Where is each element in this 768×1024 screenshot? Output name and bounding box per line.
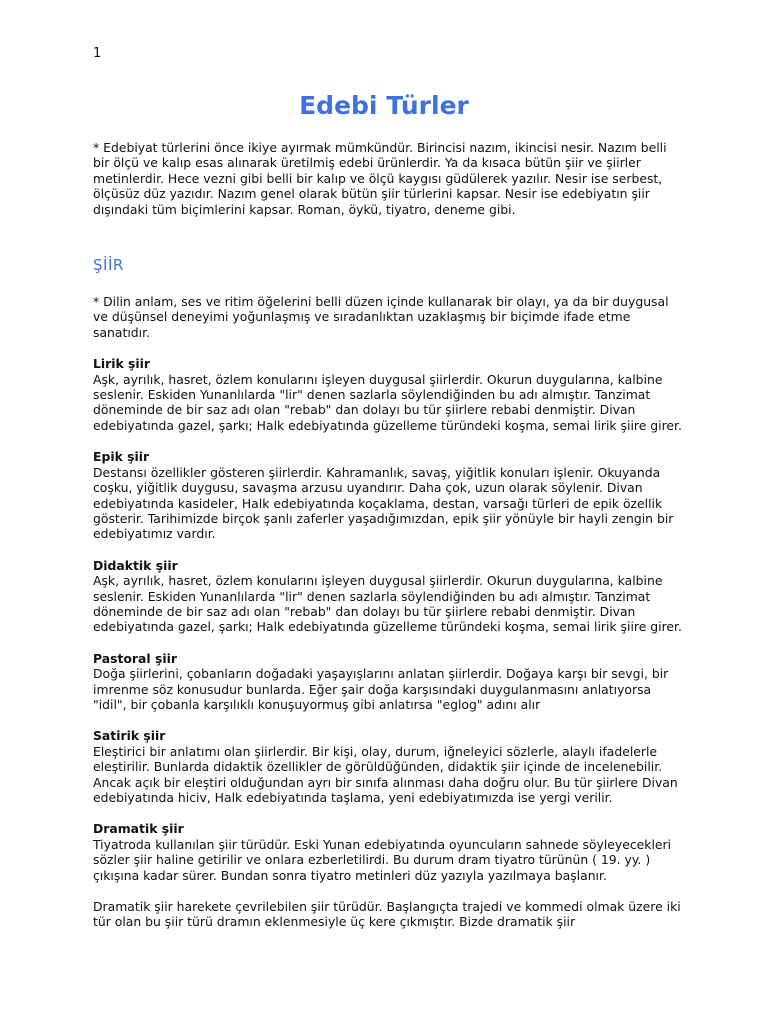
poetry-type-title: Pastoral şiir bbox=[93, 650, 177, 666]
poetry-type-lirik bbox=[93, 356, 685, 433]
poetry-type-dramatik bbox=[93, 821, 685, 929]
poetry-type-title: Didaktik şiir bbox=[93, 557, 178, 573]
poetry-type-text: Eleştirici bir anlatımı olan şiirlerdir. Bir kişi, olay, durum, iğneleyici sözlerle, alaylı ifadelerle eleştirilir. Bunlarda didaktik özellikler de görüldüğünden, didaktik şiir içinde de incelenebilir. Ancak açık bir eleştiri olduğundan ayrı bir sınıfa alınması daha doğru olur. Bu tür şiirlere Divan edebiyatında hiciv, Halk edebiyatında taşlama, yeni edebiyatımızda ise yergi verilir. bbox=[93, 743, 678, 805]
poetry-type-text: Aşk, ayrılık, hasret, özlem konularını işleyen duygusal şiirlerdir. Okurun duygularına, kalbine seslenir. Eskiden Yunanlılarda "lir" denen sazlarla söylendiğinden bu adı almıştır. Tanzimat döneminde de bir saz adı olan "rebab" dan dolayı bu tür şiirlere rebabi denmiştir. Divan edebiyatında gazel, şarkı; Halk edebiyatında güzelleme türündeki koşma, semai lirik şiire girer. bbox=[93, 573, 682, 635]
page-number: 1 bbox=[93, 46, 102, 61]
poetry-type-text: Doğa şiirlerini, çobanların doğadaki yaşayışlarını anlatan şiirlerdir. Doğaya karşı bir sevgi, bir imrenme söz konusudur bunlarda. Eğer şair doğa karşısındaki duygulanmasını anlatıyorsa "idil", bir çobanla karşılıklı konuşuyormuş gibi anlatırsa "eglog" adını alır bbox=[93, 666, 669, 712]
dramatic-continued-paragraph: Dramatik şiir harekete çevrilebilen şiir türüdür. Başlangıçta trajedi ve kommedi olmak üzere iki tür olan bu şiir türü dramın eklenmesiyle üç kere çıkmıştır. Bizde dramatik şiir bbox=[93, 899, 681, 930]
poetry-type-pastoral bbox=[93, 651, 685, 713]
siir-definition: * Dilin anlam, ses ve ritim öğelerini belli düzen içinde kullanarak bir olayı, ya da bir duygusal ve düşünsel deneyimi yoğunlaşmış ve sıradanlıktan uzaklaşmış bir biçimde ifade etme sanatıdır. bbox=[93, 294, 669, 340]
poetry-type-text: Destansı özellikler gösteren şiirlerdir. Kahramanlık, savaş, yiğitlik konuları işlenir. Okuyanda coşku, yiğitlik duygusu, savaşma arzusu uyandırır. Daha çok, uzun olarak söylenir. Divan edebiyatında kasideler, Halk edebiyatında koçaklama, destan, varsağı türleri de epik özellik gösterir. Tarihimizde birçok şanlı zaferler yaşadığımızdan, epik şiir yönüyle bir hayli zengin bir edebiyatımız vardır. bbox=[93, 464, 674, 542]
intro-paragraph: * Edebiyat türlerini önce ikiye ayırmak mümkündür. Birincisi nazım, ikincisi nesir. Nazım belli bir ölçü ve kalıp esas alınarak üretilmiş edebi ürünlerdir. Ya da kısaca bütün şiir ve şiirler metinlerdir. Hece vezni gibi belli bir kalıp ve ölçü kaygısı güdülerek yazılır. Nesir ise serbest, ölçüsüz düz yazıdır. Nazım genel olarak bütün şiir türlerini kapsar. Nesir ise edebiyatın şiir dışındaki tüm biçimlerini kapsar. Roman, öykü, tiyatro, deneme gibi. bbox=[93, 140, 667, 217]
poetry-type-didaktik bbox=[93, 558, 685, 635]
poetry-type-epik bbox=[93, 449, 685, 541]
poetry-type-satirik bbox=[93, 728, 685, 805]
poetry-type-title: Epik şiir bbox=[93, 449, 150, 465]
section-heading-siir: ŞİİR bbox=[93, 256, 124, 275]
poetry-type-title: Satirik şiir bbox=[93, 728, 166, 744]
poetry-type-text: Aşk, ayrılık, hasret, özlem konularını işleyen duygusal şiirlerdir. Okurun duygularına, kalbine seslenir. Eskiden Yunanlılarda "lir" denen sazlarla söylendiğinden bu adı almıştır. Tanzimat döneminde de bir saz adı olan "rebab" dan dolayı bu tür şiirlere rebabi denmiştir. Divan edebiyatında gazel, şarkı; Halk edebiyatında güzelleme türündeki koşma, semai lirik şiire girer. bbox=[93, 371, 682, 433]
poetry-type-title: Dramatik şiir bbox=[93, 821, 184, 837]
document-title: Edebi Türler bbox=[299, 91, 469, 120]
poetry-type-title: Lirik şiir bbox=[93, 356, 151, 372]
document-body bbox=[93, 140, 685, 946]
poetry-type-text: Tiyatroda kullanılan şiir türüdür. Eski Yunan edebiyatında oyuncuların sahnede söyleyecekleri sözler şiir haline getirilir ve onlara ezberletilirdi. Bu durum dram tiyatro türünün ( 19. yy. ) çıkışına kadar sürer. Bundan sonra tiyatro metinleri düz yazıyla yazılmaya başlanır. bbox=[93, 836, 672, 883]
